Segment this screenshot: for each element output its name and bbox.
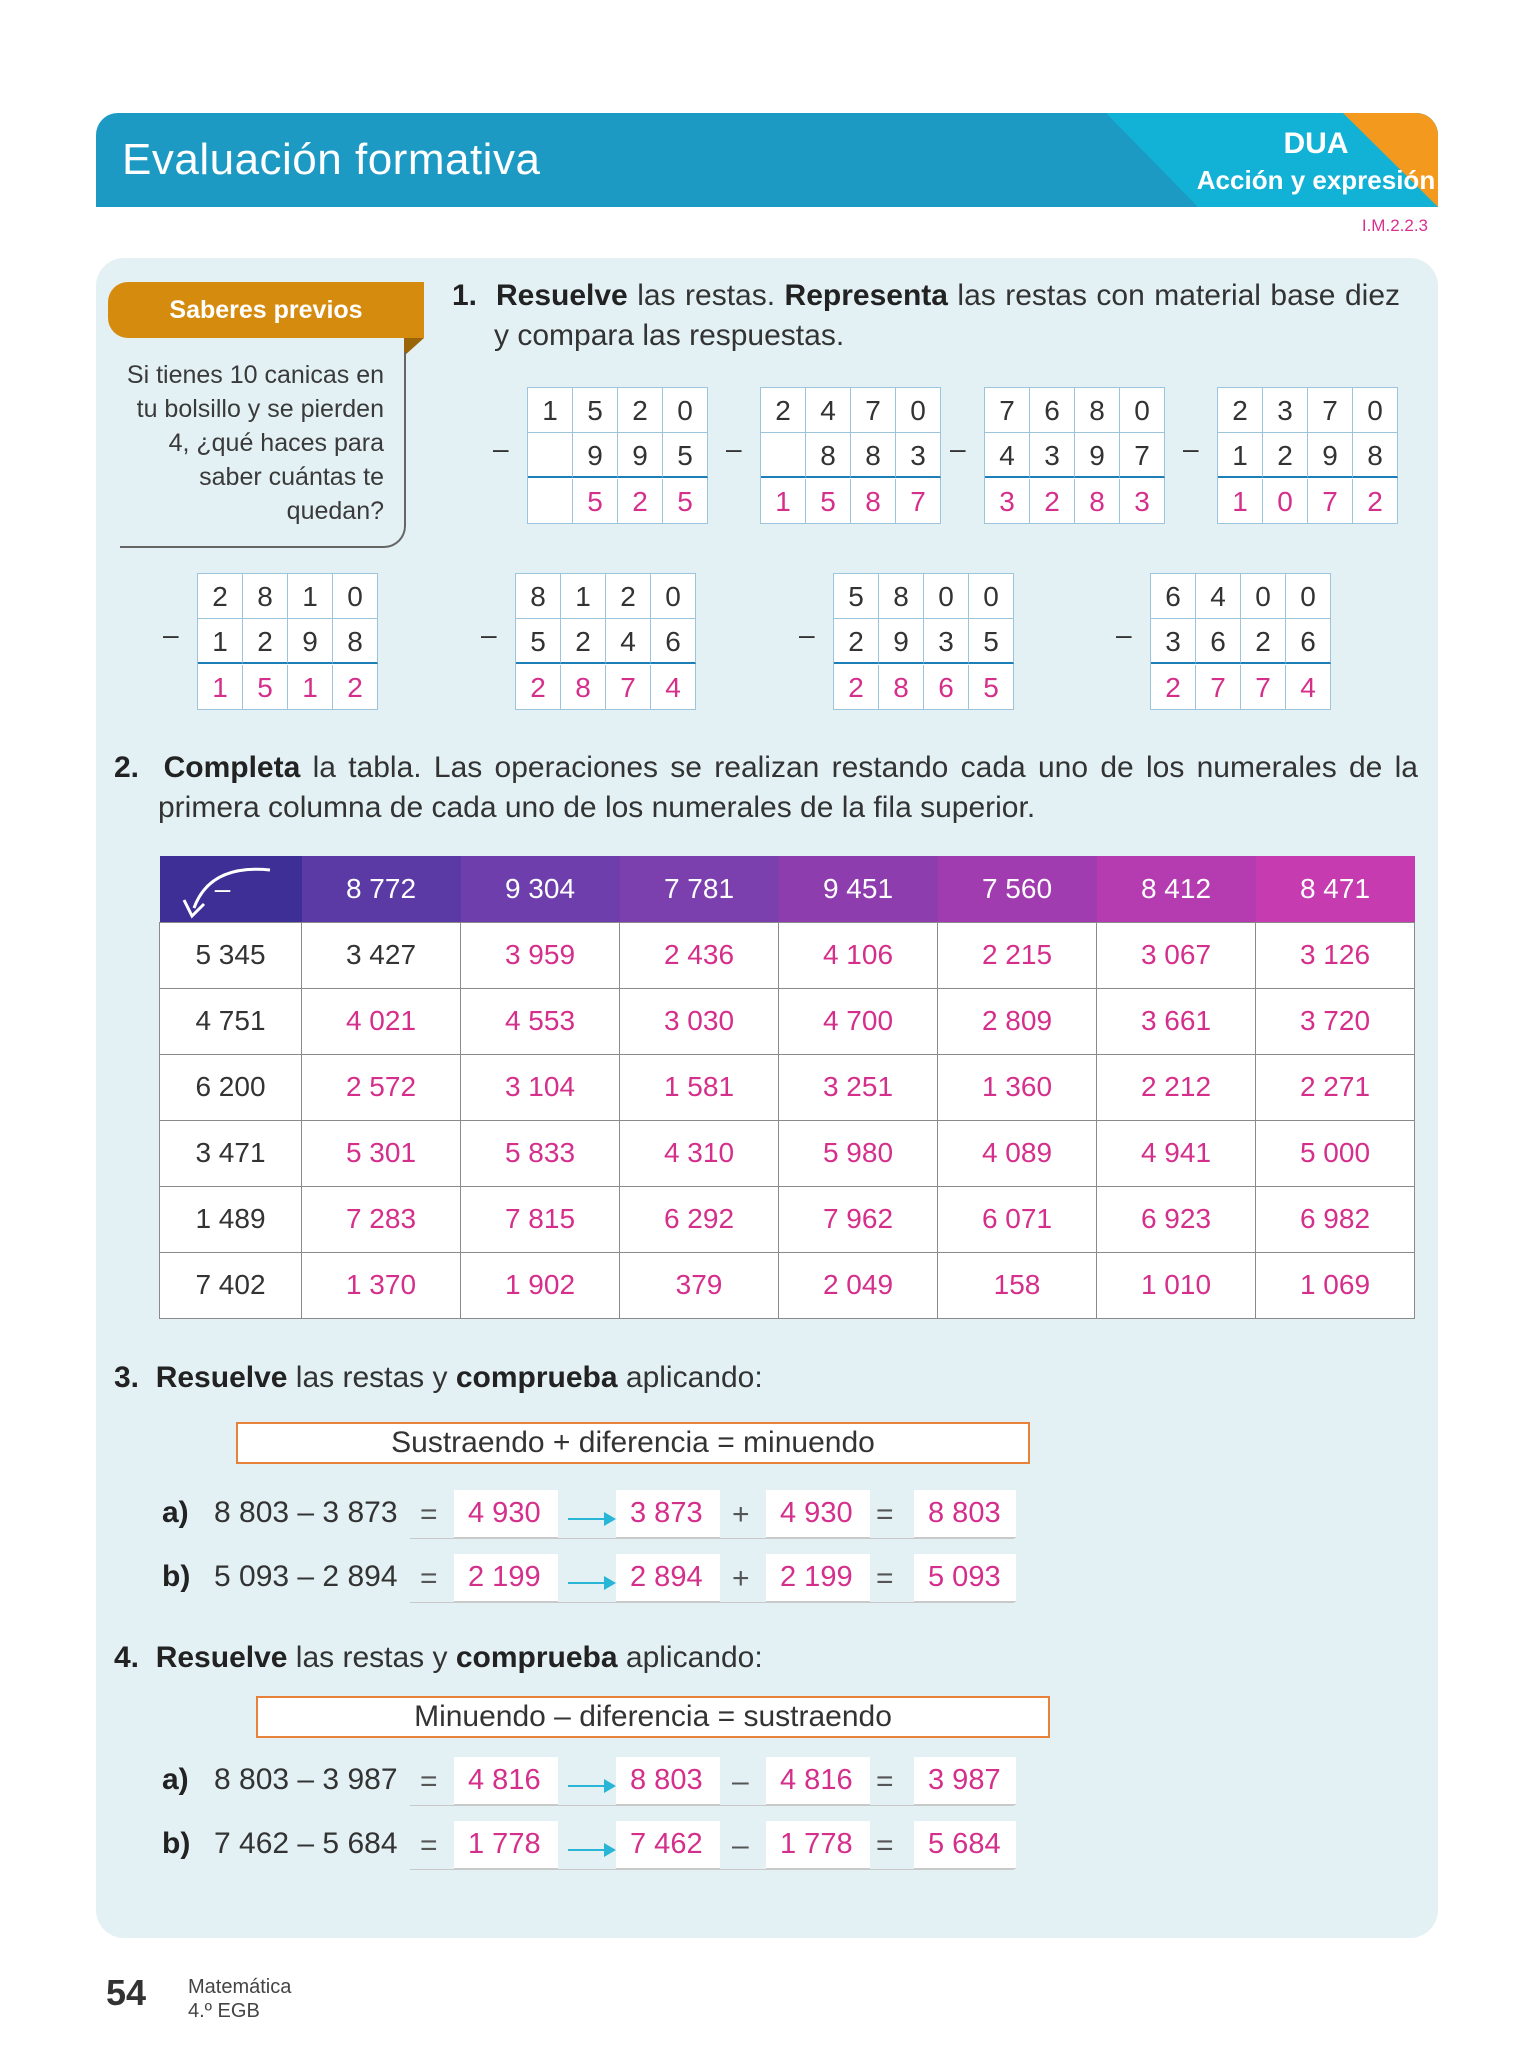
table-cell[interactable]: 6 923: [1097, 1186, 1256, 1252]
q2-number: 2.: [114, 751, 140, 784]
minuend-digit: 8: [1075, 388, 1120, 433]
minuend-digit: 0: [1286, 574, 1331, 619]
check-operand[interactable]: 2 894: [616, 1554, 720, 1602]
item-letter: a): [162, 1763, 189, 1796]
table-cell[interactable]: 2 572: [302, 1054, 461, 1120]
table-header-cell: 8 772: [302, 856, 461, 922]
check-result[interactable]: 5 093: [914, 1554, 1016, 1602]
subtrahend-digit: 3: [1151, 619, 1196, 664]
subtrahend-digit: 5: [516, 619, 561, 664]
subtrahend-digit: 2: [834, 619, 879, 664]
subtrahend-digit: 8: [851, 433, 896, 478]
answer-digit[interactable]: 2: [834, 665, 879, 710]
answer-digit[interactable]: 7: [1196, 665, 1241, 710]
answer-digit[interactable]: 8: [851, 479, 896, 524]
table-cell[interactable]: 1 370: [302, 1252, 461, 1318]
table-cell[interactable]: 5 301: [302, 1120, 461, 1186]
answer-digit[interactable]: 7: [1308, 479, 1353, 524]
table-cell[interactable]: 1 069: [1256, 1252, 1415, 1318]
minuend-digit: 2: [1218, 388, 1263, 433]
table-cell[interactable]: 2 436: [620, 922, 779, 988]
subtrahend-digit: 2: [243, 619, 288, 664]
table-cell[interactable]: 3 030: [620, 988, 779, 1054]
saberes-previos-text: [118, 358, 384, 528]
item-letter: b): [162, 1560, 191, 1593]
minus-sign: –: [493, 433, 509, 464]
answer-digit[interactable]: 2: [1353, 479, 1398, 524]
check-operand[interactable]: 2 199: [766, 1554, 870, 1602]
check-operand[interactable]: 4 930: [766, 1490, 870, 1538]
equals-sign: =: [420, 1829, 438, 1862]
table-header-cell: 9 304: [461, 856, 620, 922]
q4-text: aplicando:: [617, 1641, 763, 1674]
table-cell[interactable]: 3 067: [1097, 922, 1256, 988]
minuend-digit: 0: [924, 574, 969, 619]
saberes-line: tu bolsillo y se pierden: [136, 395, 384, 423]
table-cell[interactable]: 3 661: [1097, 988, 1256, 1054]
table-cell[interactable]: 6 071: [938, 1186, 1097, 1252]
answer-digit[interactable]: 6: [924, 665, 969, 710]
question-2: [114, 748, 1418, 828]
subtraction-grid: [984, 387, 1165, 524]
subtrahend-digit: 8: [806, 433, 851, 478]
answer-digit[interactable]: 7: [1241, 665, 1286, 710]
subtraction-grid: [515, 573, 696, 710]
minuend-digit: 8: [516, 574, 561, 619]
minuend-digit: 0: [1241, 574, 1286, 619]
table-cell[interactable]: 6 292: [620, 1186, 779, 1252]
equals-sign: =: [876, 1498, 894, 1531]
answer-digit[interactable]: 8: [561, 665, 606, 710]
check-result[interactable]: 5 684: [914, 1821, 1016, 1869]
q4-formula-box: Minuendo – diferencia = sustraendo: [256, 1696, 1050, 1738]
q1-text: las restas.: [627, 279, 785, 312]
table-cell[interactable]: 2 215: [938, 922, 1097, 988]
minuend-digit: 0: [663, 388, 708, 433]
q2-line2: primera columna de cada uno de los numerales de la fila superior.: [158, 791, 1036, 824]
answer-digit[interactable]: 1: [761, 479, 806, 524]
minus-sign: –: [1183, 433, 1199, 464]
item-label: [162, 1496, 189, 1530]
answer-digit[interactable]: 5: [573, 479, 618, 524]
subtrahend-digit: 6: [1286, 619, 1331, 664]
subtraction-expression: 7 462 – 5 684: [214, 1827, 398, 1860]
minuend-digit: 2: [618, 388, 663, 433]
answer-digit[interactable]: 7: [896, 479, 941, 524]
arrow-right-icon: [568, 1773, 616, 1795]
table-cell[interactable]: 2 049: [779, 1252, 938, 1318]
subtrahend-digit: 3: [896, 433, 941, 478]
item-label: [162, 1827, 190, 1861]
row-header-cell: 7 402: [160, 1252, 302, 1318]
q2-text: la tabla. Las operaciones se realizan restando cada uno de los numerales de la: [300, 751, 1418, 784]
table-cell[interactable]: 3 427: [302, 922, 461, 988]
answer-digit[interactable]: 2: [333, 665, 378, 710]
row-header-cell: 1 489: [160, 1186, 302, 1252]
minuend-digit: 3: [1263, 388, 1308, 433]
answer-digit[interactable]: 1: [288, 665, 333, 710]
answer-digit[interactable]: 2: [516, 665, 561, 710]
check-operand[interactable]: 4 816: [766, 1757, 870, 1805]
operator-sign: +: [732, 1498, 750, 1531]
answer-digit[interactable]: 4: [1286, 665, 1331, 710]
answer-digit[interactable]: 4: [651, 665, 696, 710]
answer-digit[interactable]: 5: [243, 665, 288, 710]
table-cell[interactable]: 379: [620, 1252, 779, 1318]
difference-answer[interactable]: 1 778: [454, 1821, 558, 1869]
check-operand[interactable]: 8 803: [616, 1757, 720, 1805]
equals-sign: =: [420, 1498, 438, 1531]
minuend-digit: 0: [1353, 388, 1398, 433]
answer-digit[interactable]: [528, 479, 573, 524]
subtrahend-digit: 2: [1241, 619, 1286, 664]
subtraction-grid: [1150, 573, 1331, 710]
minus-sign: –: [799, 619, 815, 650]
minuend-digit: 8: [879, 574, 924, 619]
saberes-line: Si tienes 10 canicas en: [126, 361, 384, 389]
minuend-digit: 7: [851, 388, 896, 433]
equals-sign: =: [876, 1829, 894, 1862]
answer-digit[interactable]: 2: [1151, 665, 1196, 710]
minus-sign: –: [163, 619, 179, 650]
item-label: [162, 1560, 190, 1594]
minus-sign: –: [726, 433, 742, 464]
saberes-line: quedan?: [286, 497, 384, 525]
equals-sign: =: [420, 1765, 438, 1798]
q4-verb-resuelve: Resuelve: [155, 1641, 288, 1674]
subtrahend-digit: [761, 433, 806, 478]
difference-answer[interactable]: 4 816: [454, 1757, 558, 1805]
subtrahend-digit: 2: [1263, 433, 1308, 478]
answer-digit[interactable]: 2: [618, 479, 663, 524]
table-cell[interactable]: 4 553: [461, 988, 620, 1054]
equals-sign: =: [876, 1765, 894, 1798]
answer-digit[interactable]: 1: [198, 665, 243, 710]
answer-underline: [410, 1602, 1014, 1603]
table-cell[interactable]: 3 720: [1256, 988, 1415, 1054]
minuend-digit: 7: [985, 388, 1030, 433]
check-operand[interactable]: 1 778: [766, 1821, 870, 1869]
arrow-right-icon: [568, 1506, 616, 1528]
answer-underline: [410, 1805, 1014, 1806]
answer-digit[interactable]: 3: [1120, 479, 1165, 524]
subtrahend-digit: 8: [333, 619, 378, 664]
saberes-line: 4, ¿qué haces para: [168, 429, 384, 457]
q1-verb-representa: Representa: [784, 279, 948, 312]
minus-sign: –: [481, 619, 497, 650]
table-header-cell: 7 781: [620, 856, 779, 922]
q3-verb-comprueba: comprueba: [455, 1361, 618, 1394]
q3-verb-resuelve: Resuelve: [155, 1361, 288, 1394]
subtraction-grid: [760, 387, 941, 524]
equals-sign: =: [876, 1562, 894, 1595]
saberes-line: saber cuántas te: [199, 463, 384, 491]
minuend-digit: 0: [896, 388, 941, 433]
subtrahend-digit: 9: [879, 619, 924, 664]
q4-text: las restas y: [287, 1641, 456, 1674]
table-row: [160, 988, 1415, 1054]
table-cell[interactable]: 1 581: [620, 1054, 779, 1120]
q2-verb-completa: Completa: [163, 751, 301, 784]
minuend-digit: 2: [761, 388, 806, 433]
operator-sign: –: [732, 1829, 749, 1862]
minuend-digit: 4: [806, 388, 851, 433]
minuend-digit: 0: [969, 574, 1014, 619]
subtrahend-digit: 4: [985, 433, 1030, 478]
subtraction-grid: [197, 573, 378, 710]
table-row: [160, 1252, 1415, 1318]
minuend-digit: 5: [834, 574, 879, 619]
subtrahend-digit: 9: [1308, 433, 1353, 478]
check-result[interactable]: 8 803: [914, 1490, 1016, 1538]
table-row: [160, 1186, 1415, 1252]
table-cell[interactable]: 4 021: [302, 988, 461, 1054]
difference-answer[interactable]: 2 199: [454, 1554, 558, 1602]
operator-sign: –: [732, 1765, 749, 1798]
minuend-digit: 8: [243, 574, 288, 619]
arrow-right-icon: [568, 1837, 616, 1859]
check-operand[interactable]: 7 462: [616, 1821, 720, 1869]
table-cell[interactable]: 5 833: [461, 1120, 620, 1186]
table-header-cell: 8 471: [1256, 856, 1415, 922]
footer-subject: Matemática: [188, 1976, 292, 1998]
subtrahend-digit: 1: [1218, 433, 1263, 478]
minuend-digit: 1: [561, 574, 606, 619]
table-cell[interactable]: 4 310: [620, 1120, 779, 1186]
answer-digit[interactable]: 8: [879, 665, 924, 710]
table-row: [160, 1120, 1415, 1186]
table-cell[interactable]: 4 089: [938, 1120, 1097, 1186]
table-cell[interactable]: 3 126: [1256, 922, 1415, 988]
minus-sign: –: [1116, 619, 1132, 650]
dua-subtitle: Acción y expresión: [1196, 165, 1436, 195]
check-operand[interactable]: 3 873: [616, 1490, 720, 1538]
table-cell[interactable]: 2 212: [1097, 1054, 1256, 1120]
page-number: 54: [106, 1972, 147, 2013]
subtraction-grid: [1217, 387, 1398, 524]
q1-text: las restas con material base diez: [947, 279, 1400, 312]
header-banner: [96, 113, 1438, 207]
dua-title: DUA: [1283, 127, 1349, 160]
subtrahend-digit: 4: [606, 619, 651, 664]
subtrahend-digit: 8: [1353, 433, 1398, 478]
table-row: [160, 922, 1415, 988]
minuend-digit: 6: [1030, 388, 1075, 433]
q4-verb-comprueba: comprueba: [455, 1641, 618, 1674]
item-label: [162, 1763, 189, 1797]
subtrahend-digit: 9: [1075, 433, 1120, 478]
subtrahend-digit: 5: [663, 433, 708, 478]
table-row: [160, 1054, 1415, 1120]
item-letter: a): [162, 1496, 189, 1529]
answer-digit[interactable]: 7: [606, 665, 651, 710]
minuend-digit: 0: [651, 574, 696, 619]
arrow-right-icon: [568, 1570, 616, 1592]
subtrahend-digit: 5: [969, 619, 1014, 664]
page-title: Evaluación formativa: [122, 135, 541, 184]
subtrahend-digit: 9: [288, 619, 333, 664]
minuend-digit: 4: [1196, 574, 1241, 619]
table-cell[interactable]: 158: [938, 1252, 1097, 1318]
subtrahend-digit: 9: [618, 433, 663, 478]
minuend-digit: 1: [288, 574, 333, 619]
table-header-cell: 9 451: [779, 856, 938, 922]
operator-sign: +: [732, 1562, 750, 1595]
answer-underline: [410, 1538, 1014, 1539]
curriculum-code: I.M.2.2.3: [1361, 216, 1428, 235]
q3-number: 3.: [114, 1361, 140, 1394]
table-cell[interactable]: 7 283: [302, 1186, 461, 1252]
minus-sign: –: [950, 433, 966, 464]
answer-digit[interactable]: 1: [1218, 479, 1263, 524]
minuend-digit: 5: [573, 388, 618, 433]
answer-digit[interactable]: 2: [1030, 479, 1075, 524]
equals-sign: =: [420, 1562, 438, 1595]
table-header-cell: 7 560: [938, 856, 1097, 922]
minuend-digit: 0: [1120, 388, 1165, 433]
answer-digit[interactable]: 5: [663, 479, 708, 524]
subtrahend-digit: 1: [198, 619, 243, 664]
table-header-cell: 8 412: [1097, 856, 1256, 922]
item-letter: b): [162, 1827, 191, 1860]
answer-digit[interactable]: 3: [985, 479, 1030, 524]
corner-minus: –: [214, 872, 231, 904]
table-cell[interactable]: 2 809: [938, 988, 1097, 1054]
row-header-cell: 5 345: [160, 922, 302, 988]
table-corner-cell: [160, 856, 302, 922]
q3-text: las restas y: [287, 1361, 456, 1394]
subtrahend-digit: 3: [1030, 433, 1075, 478]
subtrahend-digit: 6: [651, 619, 696, 664]
table-cell[interactable]: 4 941: [1097, 1120, 1256, 1186]
table-cell[interactable]: 3 251: [779, 1054, 938, 1120]
minuend-digit: 7: [1308, 388, 1353, 433]
row-header-cell: 4 751: [160, 988, 302, 1054]
subtrahend-digit: [528, 433, 573, 478]
q1-line2: y compara las respuestas.: [494, 319, 845, 352]
answer-digit[interactable]: 8: [1075, 479, 1120, 524]
difference-answer[interactable]: 4 930: [454, 1490, 558, 1538]
minuend-digit: 2: [198, 574, 243, 619]
subtraction-grid: [833, 573, 1014, 710]
subtraction-expression: 5 093 – 2 894: [214, 1560, 398, 1593]
question-4: [114, 1638, 763, 1678]
table-cell[interactable]: 5 980: [779, 1120, 938, 1186]
minuend-digit: 2: [606, 574, 651, 619]
table-cell[interactable]: 3 959: [461, 922, 620, 988]
subtraction-expression: 8 803 – 3 873: [214, 1496, 398, 1529]
answer-digit[interactable]: 0: [1263, 479, 1308, 524]
table-cell[interactable]: 3 104: [461, 1054, 620, 1120]
table-cell[interactable]: 2 271: [1256, 1054, 1415, 1120]
question-3: [114, 1358, 763, 1398]
subtraction-grid: [527, 387, 708, 524]
table-header-row: [160, 856, 1415, 922]
minuend-digit: 0: [333, 574, 378, 619]
table-cell[interactable]: 1 010: [1097, 1252, 1256, 1318]
q1-verb-resuelve: Resuelve: [495, 279, 628, 312]
q3-text: aplicando:: [617, 1361, 763, 1394]
subtraction-expression: 8 803 – 3 987: [214, 1763, 398, 1796]
table-cell[interactable]: 6 982: [1256, 1186, 1415, 1252]
subtrahend-digit: 6: [1196, 619, 1241, 664]
table-cell[interactable]: 4 106: [779, 922, 938, 988]
row-header-cell: 3 471: [160, 1120, 302, 1186]
saberes-previos-label: Saberes previos: [108, 282, 424, 338]
table-cell[interactable]: 7 962: [779, 1186, 938, 1252]
question-1: [452, 276, 1400, 356]
table-cell[interactable]: 1 360: [938, 1054, 1097, 1120]
minuend-digit: 1: [528, 388, 573, 433]
subtrahend-digit: 2: [561, 619, 606, 664]
answer-underline: [410, 1869, 1014, 1870]
minuend-digit: 6: [1151, 574, 1196, 619]
q4-number: 4.: [114, 1641, 140, 1674]
subtrahend-digit: 7: [1120, 433, 1165, 478]
table-cell[interactable]: 5 000: [1256, 1120, 1415, 1186]
q3-formula-box: Sustraendo + diferencia = minuendo: [236, 1422, 1030, 1464]
table-cell[interactable]: 4 700: [779, 988, 938, 1054]
answer-digit[interactable]: 5: [969, 665, 1014, 710]
table-cell[interactable]: 7 815: [461, 1186, 620, 1252]
subtraction-table: [159, 856, 1415, 1319]
footer-grade: 4.º EGB: [188, 2000, 260, 2022]
table-cell[interactable]: 1 902: [461, 1252, 620, 1318]
subtrahend-digit: 9: [573, 433, 618, 478]
row-header-cell: 6 200: [160, 1054, 302, 1120]
table-body: [160, 922, 1415, 1318]
check-result[interactable]: 3 987: [914, 1757, 1016, 1805]
subtrahend-digit: 3: [924, 619, 969, 664]
q1-number: 1.: [452, 279, 478, 312]
answer-digit[interactable]: 5: [806, 479, 851, 524]
